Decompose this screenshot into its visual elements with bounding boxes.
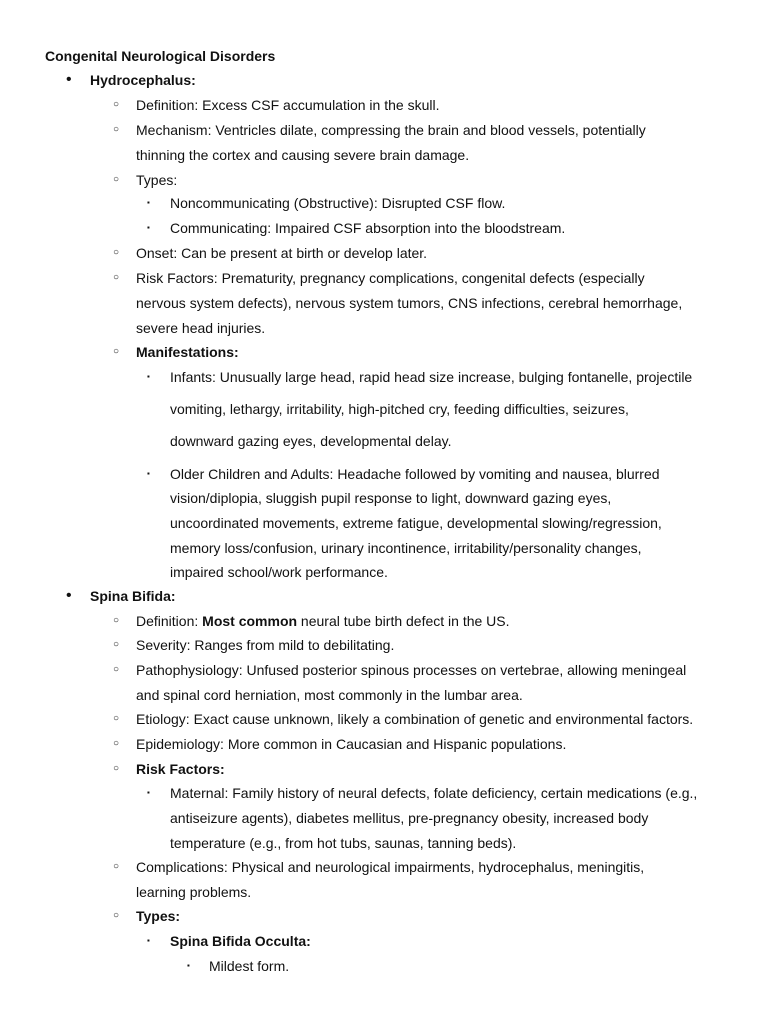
hydro-risk-line-1: Risk Factors: Prematurity, pregnancy complications, congenital defects (especially — [136, 270, 645, 286]
spina-occulta-mildest: Mildest form. — [209, 958, 290, 974]
circle-bullet-icon: ○ — [113, 861, 120, 872]
hydro-type-communicating: Communicating: Impaired CSF absorption into the bloodstream. — [170, 220, 566, 236]
hydro-onset: Onset: Can be present at birth or develop later. — [136, 245, 428, 261]
circle-bullet-icon: ○ — [113, 272, 120, 283]
hydro-older-line-3: uncoordinated movements, extreme fatigue, developmental slowing/regression, — [170, 515, 662, 531]
spina-definition — [136, 611, 510, 631]
hydro-older-line-2: vision/diplopia, sluggish pupil response to light, downward gazing eyes, — [170, 490, 612, 506]
hydro-definition: Definition: Excess CSF accumulation in the skull. — [136, 97, 440, 113]
spina-maternal-line-1: Maternal: Family history of neural defects, folate deficiency, certain medications (e.g., — [170, 785, 698, 801]
spina-severity: Severity: Ranges from mild to debilitating. — [136, 637, 395, 653]
square-bullet-icon: ▪ — [147, 223, 150, 232]
circle-bullet-icon: ○ — [113, 615, 120, 626]
spina-definition-emphasis: Most common — [202, 613, 298, 629]
spina-bifida-heading: Spina Bifida: — [90, 588, 176, 604]
circle-bullet-icon: ○ — [113, 346, 120, 357]
circle-bullet-icon: ○ — [113, 910, 120, 921]
spina-types-heading: Types: — [136, 908, 181, 924]
document-title: Congenital Neurological Disorders — [45, 48, 276, 64]
hydro-infants-line-2: vomiting, lethargy, irritability, high-pitched cry, feeding difficulties, seizures, — [170, 401, 629, 417]
circle-bullet-icon: ○ — [113, 247, 120, 258]
circle-bullet-icon: ○ — [113, 639, 120, 650]
spina-patho-line-2: and spinal cord herniation, most commonly in the lumbar area. — [136, 687, 523, 703]
spina-complications-line-1: Complications: Physical and neurological impairments, hydrocephalus, meningitis, — [136, 859, 645, 875]
square-bullet-icon: ▪ — [147, 936, 150, 945]
hydro-older-line-4: memory loss/confusion, urinary incontinence, irritability/personality changes, — [170, 540, 642, 556]
spina-epidemiology: Epidemiology: More common in Caucasian and Hispanic populations. — [136, 736, 567, 752]
bullet-icon: • — [66, 587, 72, 604]
spina-definition-prefix: Definition: — [136, 613, 203, 629]
square-bullet-icon: ▪ — [147, 788, 150, 797]
spina-complications-line-2: learning problems. — [136, 884, 252, 900]
circle-bullet-icon: ○ — [113, 713, 120, 724]
hydro-types: Types: — [136, 172, 178, 188]
circle-bullet-icon: ○ — [113, 738, 120, 749]
hydro-manifestations-heading: Manifestations: — [136, 344, 239, 360]
circle-bullet-icon: ○ — [113, 174, 120, 185]
square-bullet-icon: ▪ — [147, 469, 150, 478]
circle-bullet-icon: ○ — [113, 99, 120, 110]
spina-maternal-line-3: temperature (e.g., from hot tubs, saunas, tanning beds). — [170, 835, 517, 851]
spina-occulta-heading: Spina Bifida Occulta: — [170, 933, 311, 949]
spina-patho-line-1: Pathophysiology: Unfused posterior spinous processes on vertebrae, allowing meningeal — [136, 662, 687, 678]
bullet-icon: • — [66, 71, 72, 88]
spina-definition-suffix: neural tube birth defect in the US. — [297, 613, 510, 629]
hydro-type-noncommunicating: Noncommunicating (Obstructive): Disrupted CSF flow. — [170, 195, 506, 211]
square-bullet-icon: ▪ — [187, 961, 190, 970]
hydro-risk-line-2: nervous system defects), nervous system tumors, CNS infections, cerebral hemorrhage, — [136, 295, 683, 311]
hydrocephalus-heading: Hydrocephalus: — [90, 72, 196, 88]
hydro-mechanism-line-1: Mechanism: Ventricles dilate, compressing the brain and blood vessels, potentially — [136, 122, 646, 138]
hydro-older-line-5: impaired school/work performance. — [170, 564, 388, 580]
square-bullet-icon: ▪ — [147, 372, 150, 381]
circle-bullet-icon: ○ — [113, 664, 120, 675]
circle-bullet-icon: ○ — [113, 124, 120, 135]
circle-bullet-icon: ○ — [113, 763, 120, 774]
spina-etiology: Etiology: Exact cause unknown, likely a combination of genetic and environmental factors. — [136, 711, 694, 727]
hydro-risk-line-3: severe head injuries. — [136, 320, 266, 336]
hydro-infants-line-3: downward gazing eyes, developmental delay. — [170, 433, 452, 449]
square-bullet-icon: ▪ — [147, 198, 150, 207]
hydro-infants-line-1: Infants: Unusually large head, rapid head size increase, bulging fontanelle, projectile — [170, 369, 693, 385]
hydro-mechanism-line-2: thinning the cortex and causing severe brain damage. — [136, 147, 470, 163]
hydro-older-line-1: Older Children and Adults: Headache followed by vomiting and nausea, blurred — [170, 466, 660, 482]
spina-maternal-line-2: antiseizure agents), diabetes mellitus, pre-pregnancy obesity, increased body — [170, 810, 649, 826]
spina-risk-heading: Risk Factors: — [136, 761, 225, 777]
